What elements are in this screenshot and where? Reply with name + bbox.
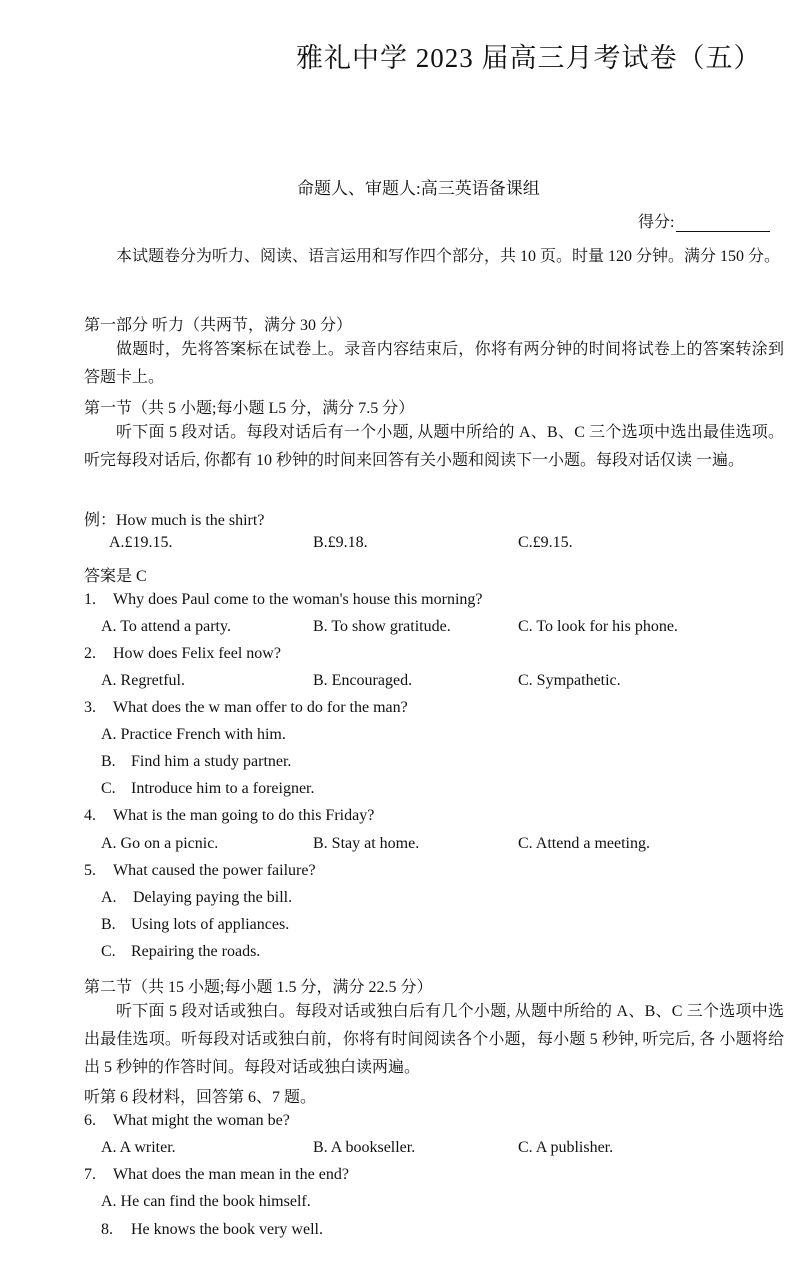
part1-heading: 第一部分 听力（共两节，满分 30 分） bbox=[84, 317, 353, 334]
question-3-number: 3. bbox=[84, 699, 96, 716]
question-5-option-b-label: B. bbox=[101, 916, 116, 933]
example-option-a: A.£19.15. bbox=[109, 534, 173, 551]
question-2-text: How does Felix feel now? bbox=[113, 645, 281, 662]
question-4-option-a: A. Go on a picnic. bbox=[101, 835, 219, 852]
question-5-option-a: Delaying paying the bill. bbox=[133, 889, 293, 906]
example-question: 例：How much is the shirt? bbox=[84, 512, 265, 529]
question-7-number: 7. bbox=[84, 1166, 96, 1183]
question-4-option-b: B. Stay at home. bbox=[313, 835, 420, 852]
question-7-option-a: A. He can find the book himself. bbox=[101, 1193, 311, 1210]
question-6-number: 6. bbox=[84, 1112, 96, 1129]
question-4-option-c: C. Attend a meeting. bbox=[518, 835, 650, 852]
question-3-option-c: Introduce him to a foreigner. bbox=[131, 780, 315, 797]
question-3-option-a: A. Practice French with him. bbox=[101, 726, 286, 743]
question-5-text: What caused the power failure? bbox=[113, 862, 316, 879]
question-2-option-b: B. Encouraged. bbox=[313, 672, 413, 689]
score-field bbox=[638, 209, 770, 232]
question-1-option-a: A. To attend a party. bbox=[101, 618, 231, 635]
question-5-option-a-label: A. bbox=[101, 889, 117, 906]
question-5-option-c-label: C. bbox=[101, 943, 116, 960]
page-title: 雅礼中学 2023 届高三月考试卷（五） bbox=[296, 43, 762, 73]
question-2-number: 2. bbox=[84, 645, 96, 662]
question-7-option-b: He knows the book very well. bbox=[131, 1221, 323, 1238]
question-5-number: 5. bbox=[84, 862, 96, 879]
score-blank bbox=[676, 217, 770, 232]
question-2-option-c: C. Sympathetic. bbox=[518, 672, 621, 689]
question-6-text: What might the woman be? bbox=[113, 1112, 290, 1129]
question-1-number: 1. bbox=[84, 591, 96, 608]
question-5-option-b: Using lots of appliances. bbox=[131, 916, 290, 933]
section1-heading: 第一节（共 5 小题;每小题 L5 分，满分 7.5 分） bbox=[84, 400, 415, 417]
material-6-heading: 听第 6 段材料，回答第 6、7 题。 bbox=[84, 1089, 317, 1106]
intro-paragraph: 本试题卷分为听力、阅读、语言运用和写作四个部分，共 10 页。时量 120 分钟。满分 150 分。 bbox=[116, 248, 781, 265]
question-7-option-b-label: 8. bbox=[101, 1221, 113, 1238]
example-option-b: B.£9.18. bbox=[313, 534, 368, 551]
question-3-option-b-label: B. bbox=[101, 753, 116, 770]
question-6-option-a: A. A writer. bbox=[101, 1139, 176, 1156]
question-3-text: What does the w man offer to do for the man? bbox=[113, 699, 408, 716]
question-5-option-c: Repairing the roads. bbox=[131, 943, 261, 960]
question-1-text: Why does Paul come to the woman's house this morning? bbox=[113, 591, 483, 608]
question-4-text: What is the man going to do this Friday? bbox=[113, 807, 375, 824]
section2-instructions: 听下面 5 段对话或独白。每段对话或独白后有几个小题, 从题中所给的 A、B、C 三个选项中选出最佳选项。听每段对话或独白前，你将有时间阅读各个小题，每小题 5 秒钟, 听完后, 各 小题将给出 5 秒钟的作答时间。每段对话或独白读两遍。 bbox=[84, 1003, 784, 1076]
authors-line: 命题人、审题人:高三英语备课组 bbox=[297, 179, 540, 198]
part1-instructions: 做题时，先将答案标在试卷上。录音内容结束后，你将有两分钟的时间将试卷上的答案转涂到答题卡上。 bbox=[84, 341, 784, 386]
question-4-number: 4. bbox=[84, 807, 96, 824]
question-6-option-c: C. A publisher. bbox=[518, 1139, 614, 1156]
question-1-option-c: C. To look for his phone. bbox=[518, 618, 678, 635]
question-1-option-b: B. To show gratitude. bbox=[313, 618, 451, 635]
question-3-option-b: Find him a study partner. bbox=[131, 753, 292, 770]
section2-heading: 第二节（共 15 小题;每小题 1.5 分，满分 22.5 分） bbox=[84, 979, 433, 996]
example-answer: 答案是 C bbox=[84, 568, 147, 585]
question-7-text: What does the man mean in the end? bbox=[113, 1166, 349, 1183]
score-label: 得分: bbox=[638, 214, 675, 231]
question-2-option-a: A. Regretful. bbox=[101, 672, 185, 689]
question-6-option-b: B. A bookseller. bbox=[313, 1139, 416, 1156]
example-option-c: C.£9.15. bbox=[518, 534, 573, 551]
question-3-option-c-label: C. bbox=[101, 780, 116, 797]
section1-instructions: 听下面 5 段对话。每段对话后有一个小题, 从题中所给的 A、B、C 三个选项中选出最佳选项。听完每段对话后, 你都有 10 秒钟的时间来回答有关小题和阅读下一小题。每段对话仅读 一遍。 bbox=[84, 424, 784, 469]
